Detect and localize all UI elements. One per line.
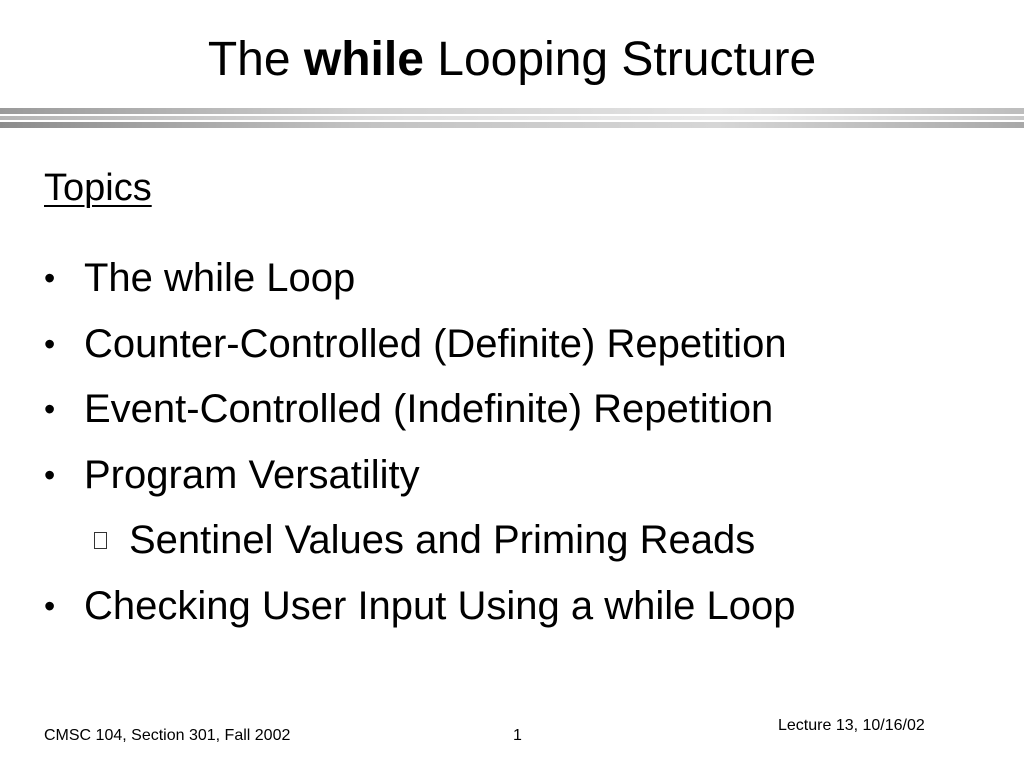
topic-text: Checking User Input Using a while Loop — [84, 583, 796, 628]
footer-page-number: 1 — [513, 727, 522, 744]
footer-lecture: Lecture 13, 10/16/02 — [778, 717, 925, 734]
subtopic-text: Sentinel Values and Priming Reads — [129, 518, 756, 562]
topic-text: Counter-Controlled (Definite) Repetition — [84, 321, 787, 366]
title-divider-line — [0, 122, 1024, 128]
bullet-icon: • — [44, 260, 56, 296]
bullet-icon: • — [44, 587, 56, 624]
section-heading: Topics — [44, 167, 152, 209]
topic-text: Program Versatility — [84, 452, 420, 497]
missing-glyph-bullet-icon — [94, 532, 107, 549]
footer-course: CMSC 104, Section 301, Fall 2002 — [44, 727, 291, 744]
title-divider-line — [0, 116, 1024, 120]
slide-title — [0, 30, 1024, 90]
topic-text: The while Loop — [84, 256, 356, 300]
topic-text: Event-Controlled (Indefinite) Repetition — [84, 387, 774, 431]
bullet-icon: • — [44, 456, 56, 493]
bullet-icon: • — [44, 391, 56, 427]
bullet-icon: • — [44, 325, 56, 362]
title-prefix: The — [207, 33, 304, 86]
title-keyword: while — [303, 33, 424, 86]
title-divider-line — [0, 108, 1024, 114]
title-suffix: Looping Structure — [423, 33, 817, 86]
